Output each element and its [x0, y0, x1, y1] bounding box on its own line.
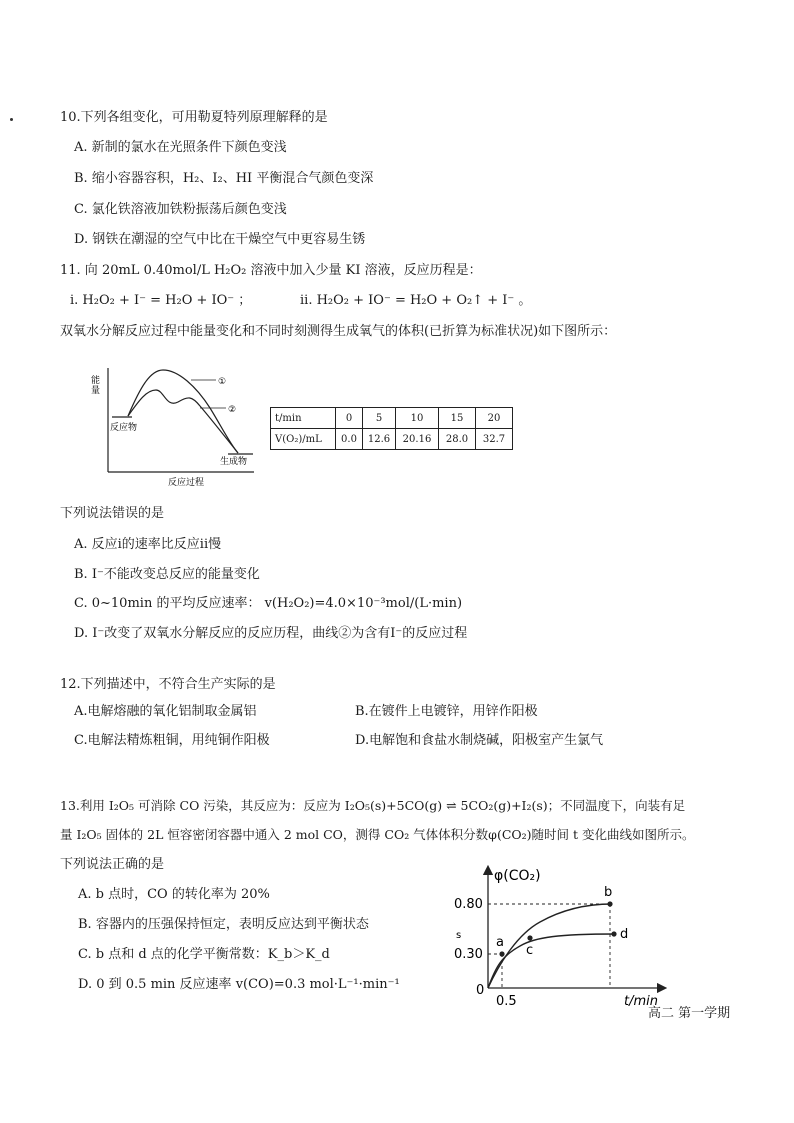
- chart-ylabel: φ(CO₂): [494, 868, 541, 884]
- q10-option-b: B. 缩小容器容积，H₂、I₂、HI 平衡混合气颜色变深: [74, 171, 374, 186]
- energy-ylabel-2: 量: [91, 386, 101, 396]
- q11-option-c: C. 0~10min 的平均反应速率： v(H₂O₂)=4.0×10⁻³mol/(L·min): [74, 596, 463, 611]
- table-cell: 5: [363, 408, 396, 429]
- point-c-marker: [527, 935, 532, 940]
- y-tick-080: 0.80: [454, 897, 483, 912]
- q11-option-b: B. I⁻不能改变总反应的能量变化: [74, 567, 260, 582]
- q12-option-a: A.电解熔融的氧化铝制取金属铝: [74, 704, 257, 719]
- q12-stem: 12.下列描述中，不符合生产实际的是: [60, 677, 276, 692]
- q10-stem: 10.下列各组变化，可用勒夏特列原理解释的是: [60, 110, 328, 125]
- table-cell: 28.0: [439, 429, 476, 450]
- table-cell: 15: [439, 408, 476, 429]
- point-b-marker: [607, 901, 612, 906]
- curve-b: [488, 904, 612, 988]
- q11-reaction-ii: ii. H₂O₂ + IO⁻ = H₂O + O₂↑ + I⁻ 。: [300, 293, 532, 308]
- q11-stem: 11. 向 20mL 0.40mol/L H₂O₂ 溶液中加入少量 KI 溶液，反应历程是：: [60, 263, 482, 278]
- margin-dot: [10, 118, 13, 121]
- y-tick-s: s: [456, 930, 462, 941]
- point-a-label: a: [496, 935, 504, 950]
- chart-origin: 0: [476, 983, 485, 998]
- table-cell: 10: [396, 408, 439, 429]
- table-cell: 20: [476, 408, 513, 429]
- table-cell: 20.16: [396, 429, 439, 450]
- y-tick-030: 0.30: [454, 947, 483, 962]
- q12-option-d: D.电解饱和食盐水制烧碱，阳极室产生氯气: [355, 733, 604, 748]
- point-c-label: c: [526, 943, 534, 958]
- table-head-t: t/min: [271, 408, 336, 429]
- q11-option-a: A. 反应i的速率比反应ii慢: [74, 537, 222, 552]
- table-cell: 12.6: [363, 429, 396, 450]
- table-cell: 0.0: [336, 429, 363, 450]
- q13-option-a: A. b 点时，CO 的转化率为 20%: [78, 887, 270, 902]
- q13-line-1: 13.利用 I₂O₅ 可消除 CO 污染，其反应为：反应为 I₂O₅(s)+5CO(g) ⇌ 5CO₂(g)+I₂(s)；不同温度下，向装有足: [60, 798, 686, 813]
- energy-xlabel: 反应过程: [168, 478, 205, 488]
- point-b-label: b: [604, 885, 613, 900]
- point-a-marker: [499, 951, 504, 956]
- chart-xlabel: t/min: [624, 994, 658, 1009]
- energy-diagram: [88, 358, 258, 488]
- o2-volume-table: [270, 407, 513, 450]
- energy-ylabel-1: 能: [91, 376, 101, 386]
- point-d-label: d: [620, 927, 629, 942]
- q11-description: 双氧水分解反应过程中能量变化和不同时刻测得生成氧气的体积(已折算为标准状况)如下图所示：: [60, 324, 617, 339]
- q11-option-d: D. I⁻改变了双氧水分解反应的反应历程，曲线②为含有I⁻的反应过程: [74, 626, 468, 641]
- q12-option-b: B.在镀件上电镀锌，用锌作阳极: [355, 704, 538, 719]
- table-cell: 32.7: [476, 429, 513, 450]
- q13-line-2: 量 I₂O₅ 固体的 2L 恒容密闭容器中通入 2 mol CO，测得 CO₂ 气体体积分数φ(CO₂)随时间 t 变化曲线如图所示。: [60, 827, 695, 842]
- energy-curve-2: [128, 390, 238, 453]
- q10-option-a: A. 新制的氯水在光照条件下颜色变浅: [74, 140, 287, 155]
- q13-option-c: C. b 点和 d 点的化学平衡常数：K_b＞K_d: [78, 947, 330, 962]
- q10-option-d: D. 钢铁在潮湿的空气中比在干燥空气中更容易生锈: [74, 232, 366, 247]
- q11-question: 下列说法错误的是: [60, 506, 165, 521]
- table-row: [271, 429, 513, 450]
- curve-1-label: ①: [218, 377, 227, 387]
- q12-option-c: C.电解法精炼粗铜，用纯铜作阳极: [74, 733, 270, 748]
- curve-d: [488, 934, 615, 988]
- curve-2-label: ②: [228, 405, 237, 415]
- product-label: 生成物: [220, 457, 248, 467]
- q13-question: 下列说法正确的是: [60, 857, 165, 872]
- co2-fraction-chart: [440, 862, 680, 1022]
- table-head-v: V(O₂)/mL: [271, 429, 336, 450]
- reactant-label: 反应物: [110, 423, 138, 433]
- page-footer: 高二 第一学期: [648, 1006, 731, 1021]
- point-d-marker: [611, 931, 616, 936]
- x-tick-05: 0.5: [496, 994, 517, 1009]
- table-cell: 0: [336, 408, 363, 429]
- table-row: [271, 408, 513, 429]
- q11-reaction-i: i. H₂O₂ + I⁻ = H₂O + IO⁻ ；: [70, 293, 252, 308]
- q10-option-c: C. 氯化铁溶液加铁粉振荡后颜色变浅: [74, 202, 287, 217]
- q13-option-d: D. 0 到 0.5 min 反应速率 v(CO)=0.3 mol·L⁻¹·min⁻¹: [78, 977, 400, 992]
- q13-option-b: B. 容器内的压强保持恒定，表明反应达到平衡状态: [78, 917, 369, 932]
